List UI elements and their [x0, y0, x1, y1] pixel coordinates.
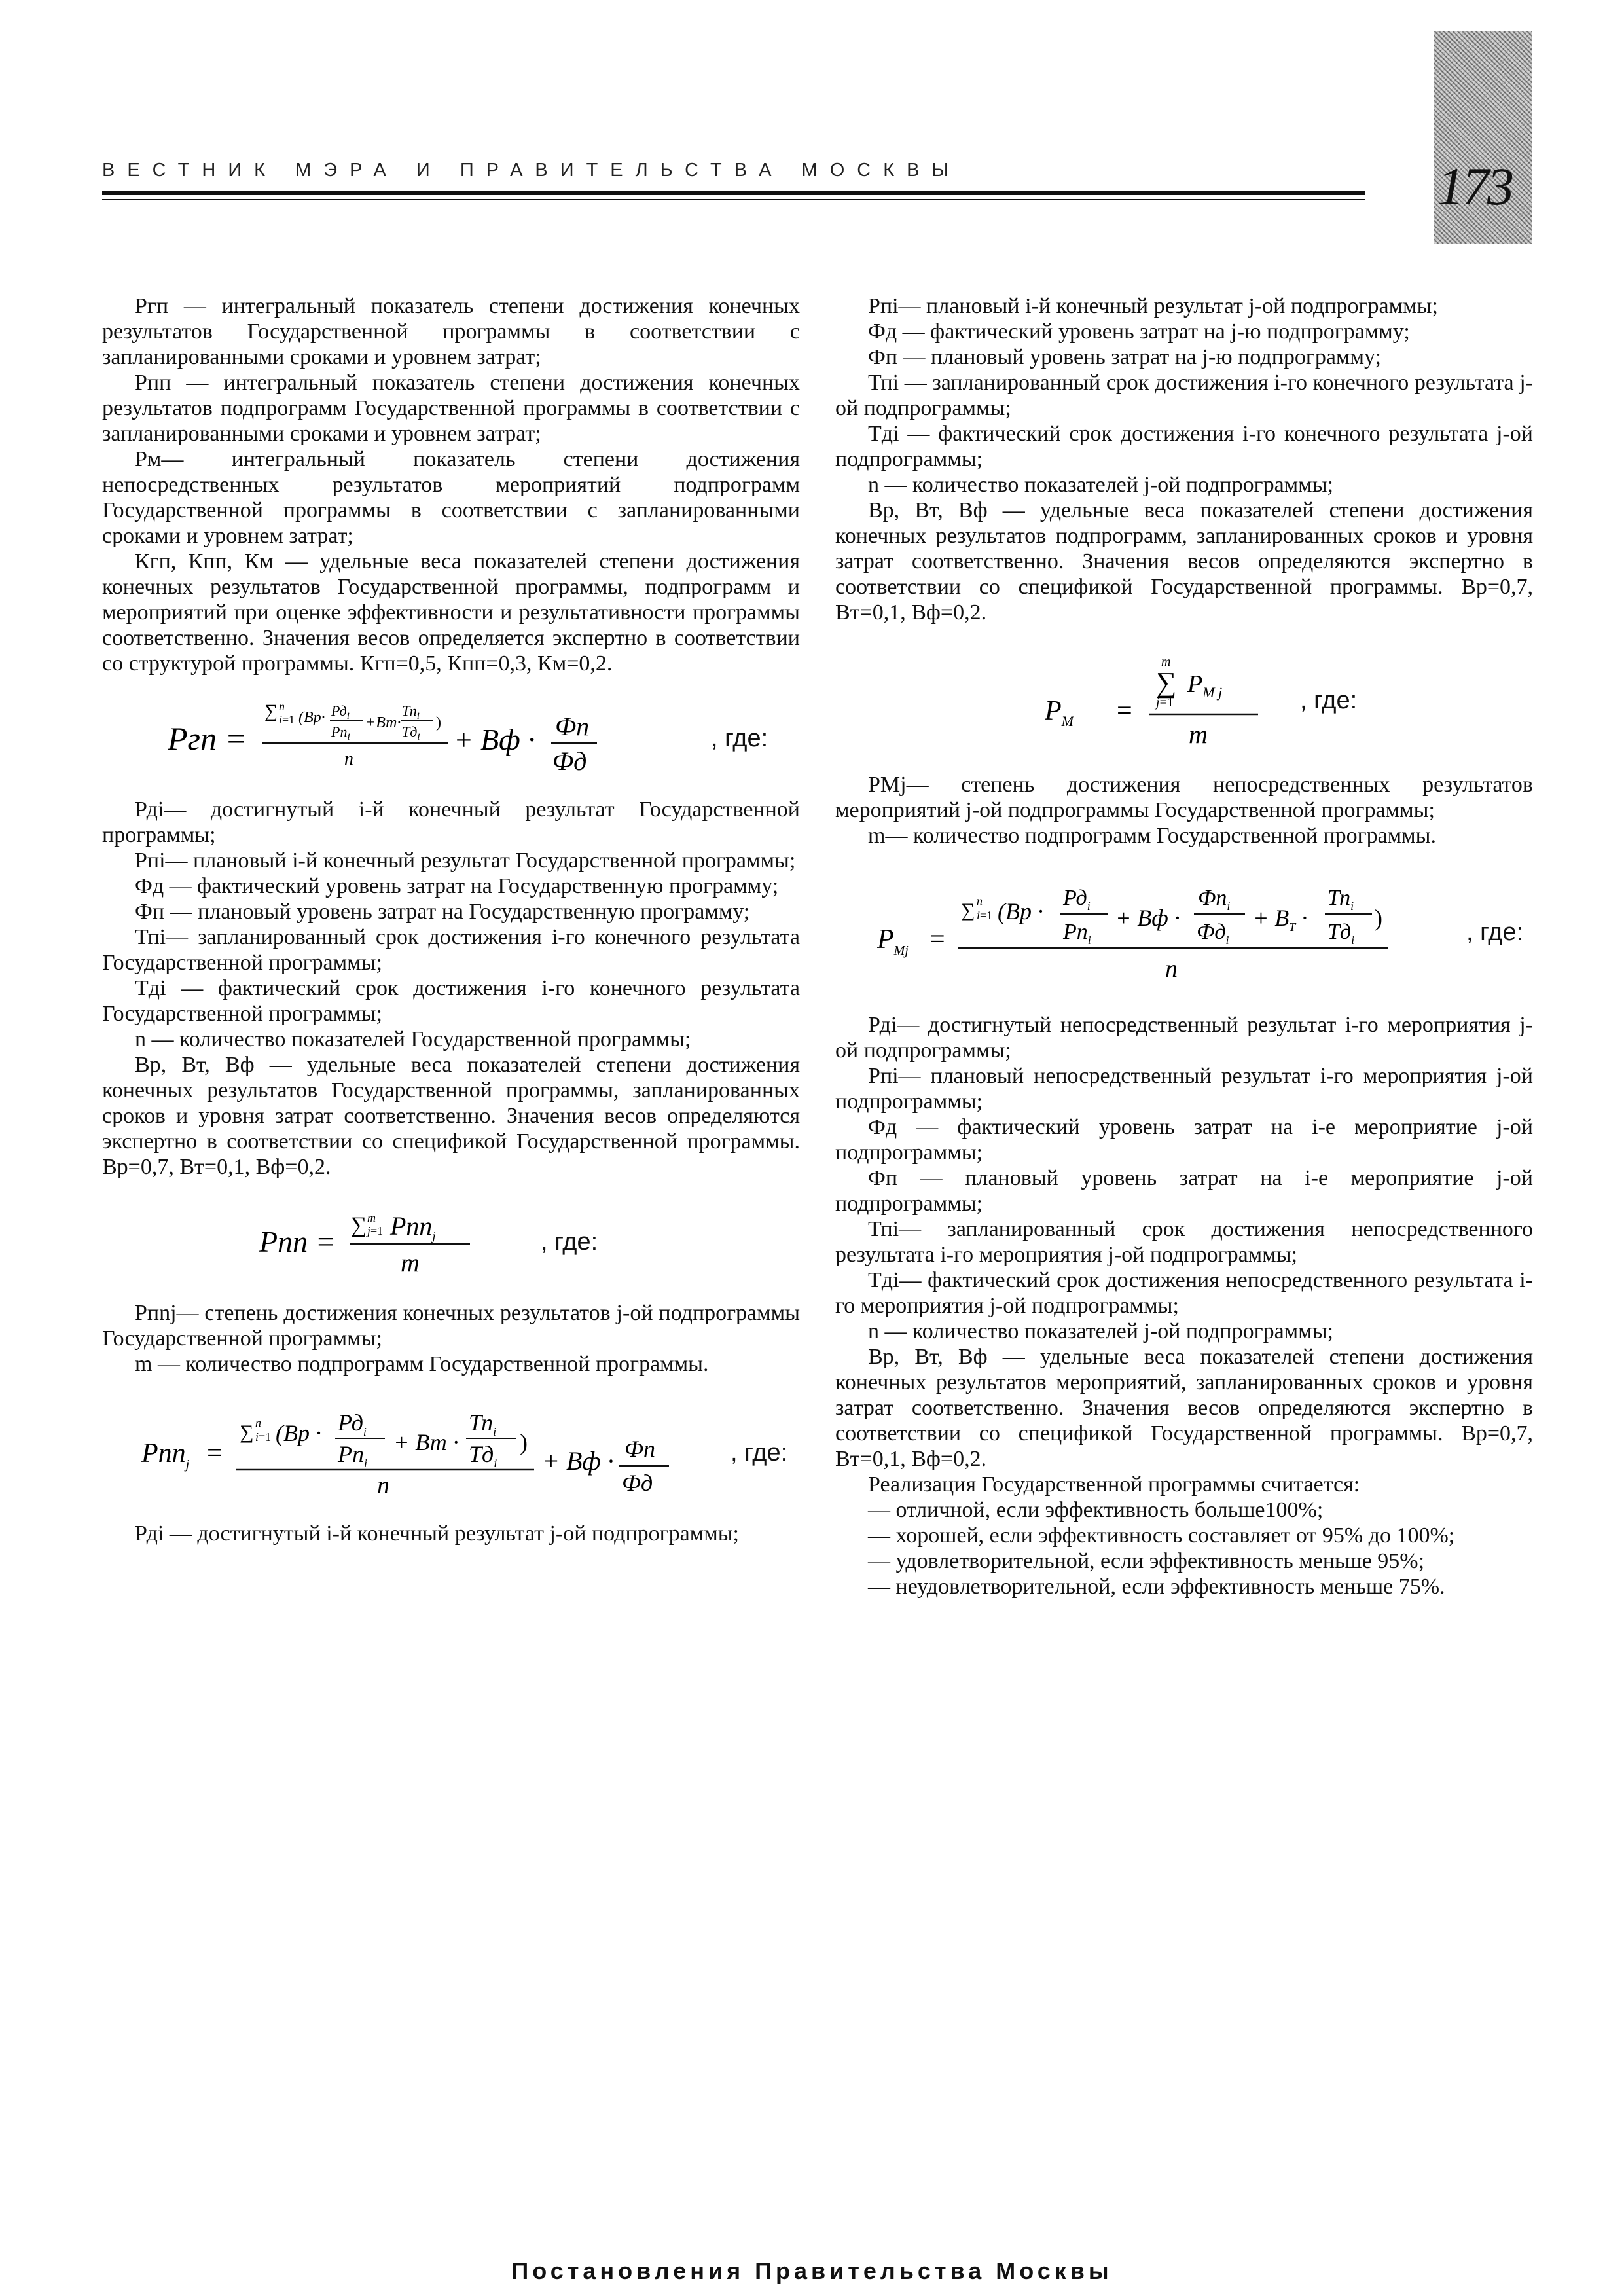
svg-text:j=1: j=1 [1156, 695, 1174, 710]
paragraph: m — количество подпрограмм Государственной программы. [135, 1352, 709, 1376]
svg-text:Фдi: $Фд_i$ [1197, 920, 1229, 947]
paragraph: Кгп, Кпп, Км — удельные веса показателей степени достижения конечных результатов Государственной программы, подпрограмм и мероприятий при оценке эффективности и результативности программы соответственно. Значения весов определяется экспертно в соответствии со структурой программы. Кгп=0,5, Кпп=0,3, Км=0,2. [102, 549, 800, 676]
svg-text:i=1: i=1 [255, 1430, 272, 1444]
svg-text:): ) [436, 714, 441, 731]
paragraph: Вр, Вт, Вф — удельные веса показателей степени достижения конечных результатов подпрограмм, запланированных сроков и уровня затрат соответственно. Значения весов определяются экспертно в соответствии со спецификой Государственной программы. Вр=0,7, Вт=0,1, Вф=0,2. [835, 498, 1533, 625]
svg-text:Тдi: $Тд_i$ [1327, 920, 1355, 947]
svg-text:PM j: $P_{M j}$ [1187, 670, 1223, 701]
svg-text:n: n [377, 1472, 389, 1499]
svg-text:j=1: j=1 [367, 1224, 384, 1237]
formula-rpp-j [141, 1407, 800, 1499]
paragraph: Рдi — достигнутый i-й конечный результат j-ой подпрограммы; [135, 1522, 739, 1546]
paragraph: Рдi— достигнутый непосредственный результат i-го мероприятия j-ой подпрограммы; [835, 1013, 1533, 1063]
svg-text:Тдi: $Тд_i$ [402, 723, 420, 742]
formula-tail: , где: [711, 724, 768, 752]
page-number: 173 [1437, 156, 1512, 216]
svg-text:n: n [977, 894, 983, 907]
list-item: — хорошей, если эффективность составляет от 95% до 100%; [868, 1523, 1455, 1548]
right-column [835, 293, 1533, 1599]
svg-text:PM: $P_M$ [1045, 696, 1074, 729]
formula-rmj-svg [877, 880, 1460, 985]
paragraph: Тдi — фактический срок достижения i-го конечного результата j-ой подпрограммы; [835, 422, 1533, 471]
svg-text:): ) [520, 1429, 528, 1455]
svg-text:Фд: Фд [552, 746, 587, 774]
svg-text:m: m [367, 1211, 376, 1224]
formula-tail: , где: [731, 1438, 788, 1467]
svg-text:(Вр·: (Вр· [298, 709, 325, 726]
paragraph: Тпi— запланированный срок достижения непосредственного результата i-го мероприятия j-ой подпрограммы; [835, 1217, 1533, 1267]
svg-text:=: = [929, 924, 945, 955]
formula-rm-svg [1045, 651, 1293, 750]
svg-text:Фп: Фп [624, 1436, 655, 1462]
svg-text:m: m [1189, 720, 1208, 749]
paragraph: Фд — фактический уровень затрат на Государственную программу; [135, 874, 779, 898]
svg-text:Рпi: $Рп_i$ [338, 1441, 368, 1470]
svg-text:∑: ∑ [240, 1421, 254, 1443]
page-footer: Постановления Правительства Москвы [511, 2257, 1113, 2284]
paragraph: Рпi— плановый непосредственный результат i-го мероприятия j-ой подпрограммы; [835, 1064, 1533, 1114]
paragraph: n — количество показателей j-ой подпрограммы; [868, 473, 1333, 497]
svg-text:PMj: $P_{Mj}$ [877, 924, 909, 958]
paragraph: Рпnj— степень достижения конечных результатов j-ой подпрограммы Государственной программы; [102, 1301, 800, 1351]
svg-text:+ ВT ·: + $В_T$ · [1253, 905, 1308, 934]
paragraph: Тдi— фактический срок достижения непосредственного результата i-го мероприятия j-ой подпрограммы; [835, 1268, 1533, 1318]
formula-tail: , где: [541, 1228, 598, 1256]
svg-text:n: n [344, 749, 353, 769]
paragraph: Рм— интегральный показатель степени достижения непосредственных результатов мероприятий подпрограмм Государственной программы в соответствии с запланированными сроками и уровнем затрат; [102, 447, 800, 548]
svg-text:+ Вт ·: + Вт · [393, 1429, 459, 1455]
svg-text:n: n [255, 1416, 261, 1429]
header-rule-thin [102, 199, 1365, 200]
svg-text:Рппj: Рпп$_j$ [141, 1438, 190, 1472]
formula-rpp-j-svg [141, 1407, 724, 1499]
paragraph: Фд — фактический уровень затрат на j-ю подпрограмму; [868, 319, 1410, 344]
journal-title: ВЕСТНИК МЭРА И ПРАВИТЕЛЬСТВА МОСКВЫ [102, 160, 962, 181]
paragraph: Рдi— достигнутый i-й конечный результат Государственной программы; [102, 797, 800, 847]
svg-text:=: = [207, 1438, 223, 1468]
svg-text:n: n [279, 702, 285, 713]
svg-text:+ Вф ·: + Вф · [1115, 905, 1180, 931]
svg-text:Вф ·: Вф · [480, 723, 535, 756]
paragraph: Рпi— плановый i-й конечный результат Государственной программы; [135, 848, 796, 873]
formula-rpp-svg [259, 1206, 534, 1278]
svg-text:Рппj: Рпп$_j$ [390, 1211, 436, 1243]
svg-text:Ргп =: Ргп = [168, 720, 247, 757]
formula-rm [1045, 651, 1533, 750]
paragraph: Фп — плановый уровень затрат на i-е мероприятие j-ой подпрограммы; [835, 1166, 1533, 1216]
svg-text:Тпi: $Тп_i$ [402, 702, 420, 721]
svg-text:∑: ∑ [264, 702, 278, 721]
paragraph: Тпi— запланированный срок достижения i-го конечного результата Государственной программы; [102, 925, 800, 975]
paragraph: n — количество показателей j-ой подпрограммы; [868, 1319, 1333, 1343]
paragraph: Фд — фактический уровень затрат на i-е мероприятие j-ой подпрограммы; [835, 1115, 1533, 1165]
paragraph: m— количество подпрограмм Государственной программы. [868, 824, 1437, 848]
svg-text:Тпi: $Тп_i$ [469, 1410, 497, 1438]
list-item: — удовлетворительной, если эффективность меньше 95%; [868, 1549, 1425, 1573]
paragraph: Вр, Вт, Вф — удельные веса показателей степени достижения конечных результатов Государственной программы, запланированных сроков и уровня затрат соответственно. Значения весов определяются экспертно в соответствии со спецификой Государственной программы. Вр=0,7, Вт=0,1, Вф=0,2. [102, 1053, 800, 1179]
svg-text:i=1: i=1 [279, 713, 295, 726]
svg-text:+: + [456, 724, 472, 756]
svg-text:Фпi: $Фп_i$ [1198, 886, 1231, 913]
paragraph: Тпi — запланированный срок достижения i-го конечного результата j-ой подпрограммы; [835, 371, 1533, 420]
paragraph: Фп — плановый уровень затрат на j-ю подпрограмму; [868, 345, 1381, 369]
svg-text:∑: ∑ [351, 1213, 367, 1237]
left-column [102, 293, 800, 1546]
svg-text:+Вт·: +Вт· [365, 714, 401, 731]
svg-text:(Вр ·: (Вр · [276, 1420, 321, 1446]
svg-text:Рпi: $Рп_i$ [331, 723, 350, 742]
svg-text:=: = [1117, 696, 1132, 726]
svg-text:m: m [1161, 655, 1171, 669]
svg-text:+ Вф ·: + Вф · [542, 1446, 614, 1476]
svg-text:Фд: Фд [622, 1470, 653, 1496]
formula-rgp-svg [168, 702, 704, 774]
paragraph: Фп — плановый уровень затрат на Государственную программу; [135, 900, 750, 924]
svg-text:Рпп =: Рпп = [259, 1225, 336, 1258]
formula-tail: , где: [1300, 686, 1358, 714]
formula-rmj [877, 880, 1533, 985]
svg-text:Рдi: $Рд_i$ [1063, 886, 1091, 913]
paragraph: Ргп — интегральный показатель степени достижения конечных результатов Государственной программы в соответствии с запланированными сроками и уровнем затрат; [102, 294, 800, 369]
header-rule [102, 191, 1365, 195]
svg-text:Фп: Фп [555, 712, 590, 741]
svg-text:Тпi: $Тп_i$ [1327, 886, 1354, 913]
formula-rpp [259, 1206, 800, 1278]
svg-text:Рдi: $Рд_i$ [338, 1410, 367, 1438]
paragraph: Тдi — фактический срок достижения i-го конечного результата Государственной программы; [102, 976, 800, 1026]
formula-rgp [168, 702, 800, 774]
paragraph: Рпi— плановый i-й конечный результат j-ой подпрограммы; [868, 294, 1438, 318]
svg-text:n: n [1165, 955, 1178, 983]
svg-text:i=1: i=1 [977, 909, 993, 922]
list-item: — отличной, если эффективность больше100%; [868, 1498, 1324, 1522]
svg-text:Тдi: $Тд_i$ [469, 1441, 497, 1470]
svg-text:Рдi: $Рд_i$ [331, 702, 350, 721]
svg-text:∑: ∑ [961, 900, 975, 921]
svg-text:(Вр ·: (Вр · [998, 898, 1043, 924]
list-item: — неудовлетворительной, если эффективность меньше 75%. [868, 1575, 1445, 1599]
paragraph: РМj— степень достижения непосредственных результатов мероприятий j-ой подпрограммы Государственной программы; [835, 773, 1533, 822]
paragraph: Рпп — интегральный показатель степени достижения конечных результатов подпрограмм Государственной программы в соответствии с запланированными сроками и уровнем затрат; [102, 371, 800, 446]
svg-text:): ) [1375, 905, 1382, 931]
formula-tail: , где: [1466, 918, 1524, 946]
svg-text:Рпi: $Рп_i$ [1063, 920, 1091, 947]
paragraph: n — количество показателей Государственной программы; [135, 1027, 691, 1051]
svg-text:m: m [401, 1248, 420, 1277]
svg-text:∑: ∑ [1156, 666, 1177, 699]
paragraph: Вр, Вт, Вф — удельные веса показателей степени достижения конечных результатов мероприятий, запланированных сроков и уровня затрат соответственно. Значения весов определяются экспертно в соответствии со спецификой Государственной программы. Вр=0,7, Вт=0,1, Вф=0,2. [835, 1345, 1533, 1471]
paragraph: Реализация Государственной программы считается: [868, 1472, 1360, 1497]
